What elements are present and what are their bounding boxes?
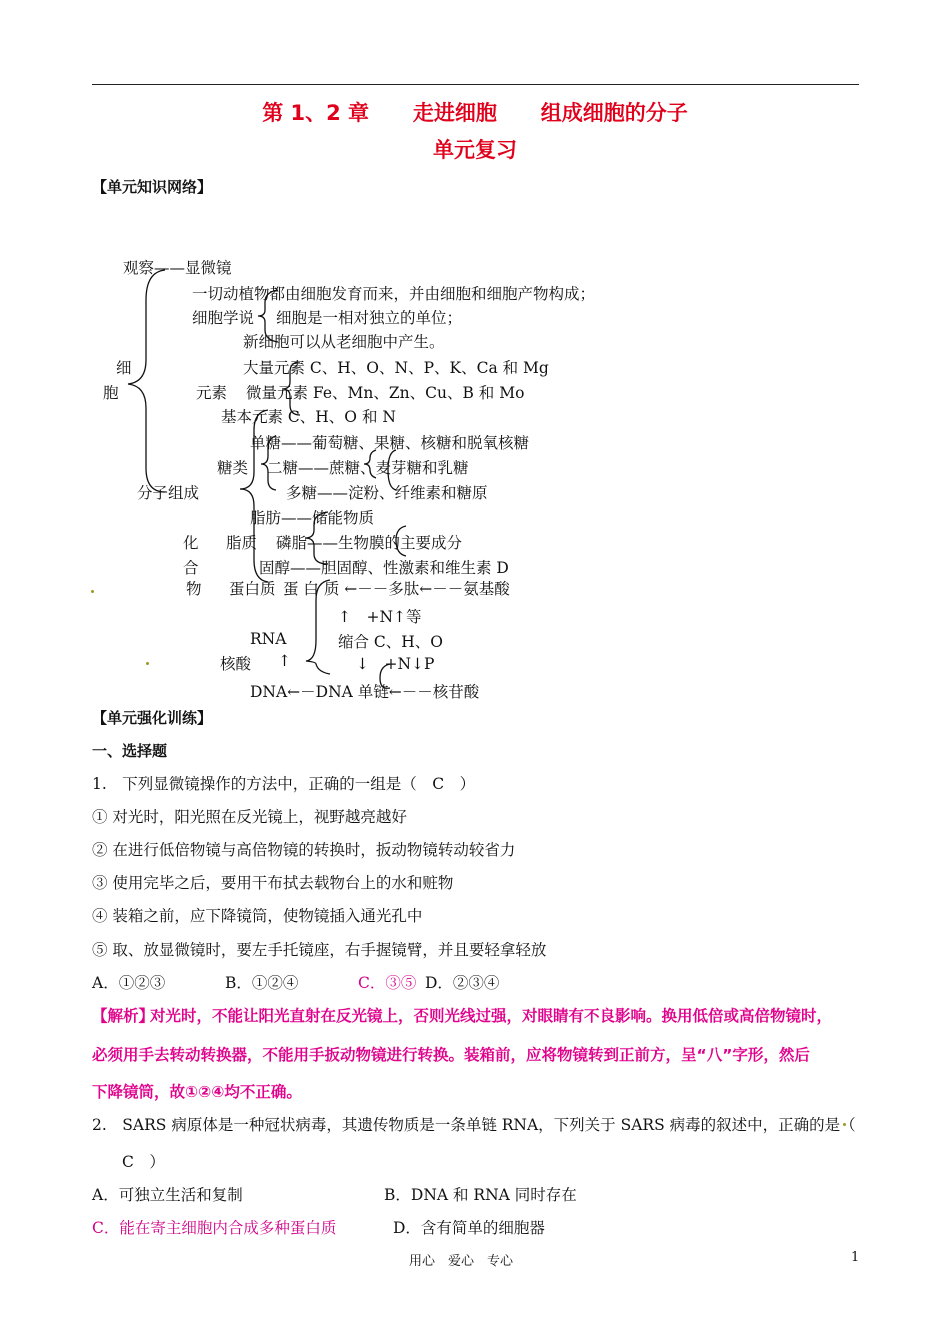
net-wu: 物 (186, 580, 202, 598)
q2-stem: 2. SARS 病原体是一种冠状病毒，其遗传物质是一条单链 RNA，下列关于 SARS 病毒的叙述中，正确的是（ (92, 1116, 856, 1134)
q1-item-2: ② 在进行低倍物镜与高倍物镜的转换时，扳动物镜转动较省力 (92, 841, 516, 859)
q1-analysis-line-1: 对光时，不能让阳光直射在反光镜上，否则光线过强，对眼睛有不良影响。换用低倍或高倍物镜时， (150, 1007, 833, 1025)
q2-option-a: A．可独立生活和复制 (92, 1186, 243, 1204)
net-daliang: 大量元素 C、H、O、N、P、K、Ca 和 Mg (243, 359, 549, 377)
net-ertang: 二糖——蔗糖、麦芽糖和乳糖 (267, 459, 469, 477)
q1-option-a: A．①②③ (92, 974, 166, 992)
q1-analysis-line-2: 必须用手去转动转换器，不能用手扳动物镜进行转换。装箱前，应将物镜转到正前方，呈“八”字形，然后 (92, 1046, 810, 1064)
q1-item-5: ⑤ 取、放显微镜时，要左手托镜座，右手握镜臂，并且要轻拿轻放 (92, 941, 547, 959)
net-theory1: 一切动植物都由细胞发育而来，并由细胞和细胞产物构成； (192, 285, 596, 303)
net-guchun: 固醇——胆固醇、性激素和维生素 D (259, 559, 509, 577)
net-linzhi: 磷脂——生物膜的主要成分 (276, 534, 463, 552)
net-theory3: 新细胞可以从老细胞中产生。 (243, 333, 445, 351)
net-guancha: 观察——显微镜 (123, 259, 232, 277)
q2-option-d: D．含有简单的细胞器 (393, 1219, 545, 1237)
net-suohe: 缩合 C、H、O (338, 633, 444, 651)
net-down-np: ↓ +N↓P (356, 655, 435, 673)
brace-cell (128, 270, 165, 492)
page-number: 1 (851, 1250, 860, 1265)
q1-option-b: B．①②④ (225, 974, 299, 992)
net-hesuan: 核酸 (220, 655, 252, 673)
q1-option-d: D．②③④ (425, 974, 500, 992)
page-subtitle: 单元复习 (433, 138, 517, 162)
net-up-n: ↑ +N↑等 (338, 608, 422, 626)
q1-item-1: ① 对光时，阳光照在反光镜上，视野越亮越好 (92, 808, 407, 826)
net-rna: RNA (250, 630, 287, 648)
network-section-label: 【单元知识网络】 (92, 178, 213, 196)
net-dantang: 单糖——葡萄糖、果糖、核糖和脱氧核糖 (250, 434, 530, 452)
q1-item-4: ④ 装箱之前，应下降镜筒，使物镜插入通光孔中 (92, 907, 423, 925)
net-xuesuo: 细胞学说 (192, 309, 255, 327)
net-duotang: 多糖——淀粉、纤维素和糖原 (286, 484, 488, 502)
net-he: 合 (183, 559, 199, 577)
net-hua: 化 (183, 534, 199, 552)
q1-item-3: ③ 使用完毕之后，要用干布拭去载物台上的水和赃物 (92, 874, 454, 892)
net-fenzi: 分子组成 (137, 484, 200, 502)
net-dna-chain: DNA←－DNA 单链←－－核苷酸 (250, 683, 480, 701)
net-yuansu: 元素 (196, 384, 228, 402)
choice-part-label: 一、选择题 (92, 742, 168, 760)
net-zhifang: 脂肪——储能物质 (250, 509, 375, 527)
title-part1: 走进细胞 (412, 101, 497, 125)
q1-analysis-tag: 【解析】 (92, 1007, 155, 1025)
title-chapter: 第 1、2 章 (262, 101, 370, 125)
net-up-arrow: ↑ (278, 652, 291, 670)
q2-option-b: B．DNA 和 RNA 同时存在 (384, 1186, 577, 1204)
net-zhizhi: 脂质 (226, 534, 258, 552)
speck-dot (146, 662, 149, 665)
net-bao: 胞 (103, 384, 119, 402)
q1-analysis-line-3: 下降镜筒，故①②④均不正确。 (92, 1083, 302, 1101)
title-part2: 组成细胞的分子 (540, 101, 688, 125)
footer-slogan: 用心 爱心 专心 (409, 1254, 514, 1269)
q1-option-c: C．③⑤ (358, 974, 417, 992)
speck-dot (91, 590, 94, 593)
net-danbaizhi: 蛋白质 (229, 580, 276, 598)
net-theory2: 细胞是一相对独立的单位； (276, 309, 463, 327)
net-weiliang: 微量元素 Fe、Mn、Zn、Cu、B 和 Mo (246, 384, 525, 402)
net-xi: 细 (116, 359, 132, 377)
q1-stem: 1. 下列显微镜操作的方法中，正确的一组是（ C ） (92, 775, 476, 793)
net-tanglei: 糖类 (217, 459, 249, 477)
q2-option-c: C．能在寄主细胞内合成多种蛋白质 (92, 1219, 337, 1237)
net-protein-chain: 蛋 白 质 ←－－多肽←－－氨基酸 (283, 580, 510, 598)
training-section-label: 【单元强化训练】 (92, 709, 213, 727)
q2-answer: C ） (122, 1153, 165, 1171)
net-jiben: 基本元素 C、H、O 和 N (221, 408, 396, 426)
